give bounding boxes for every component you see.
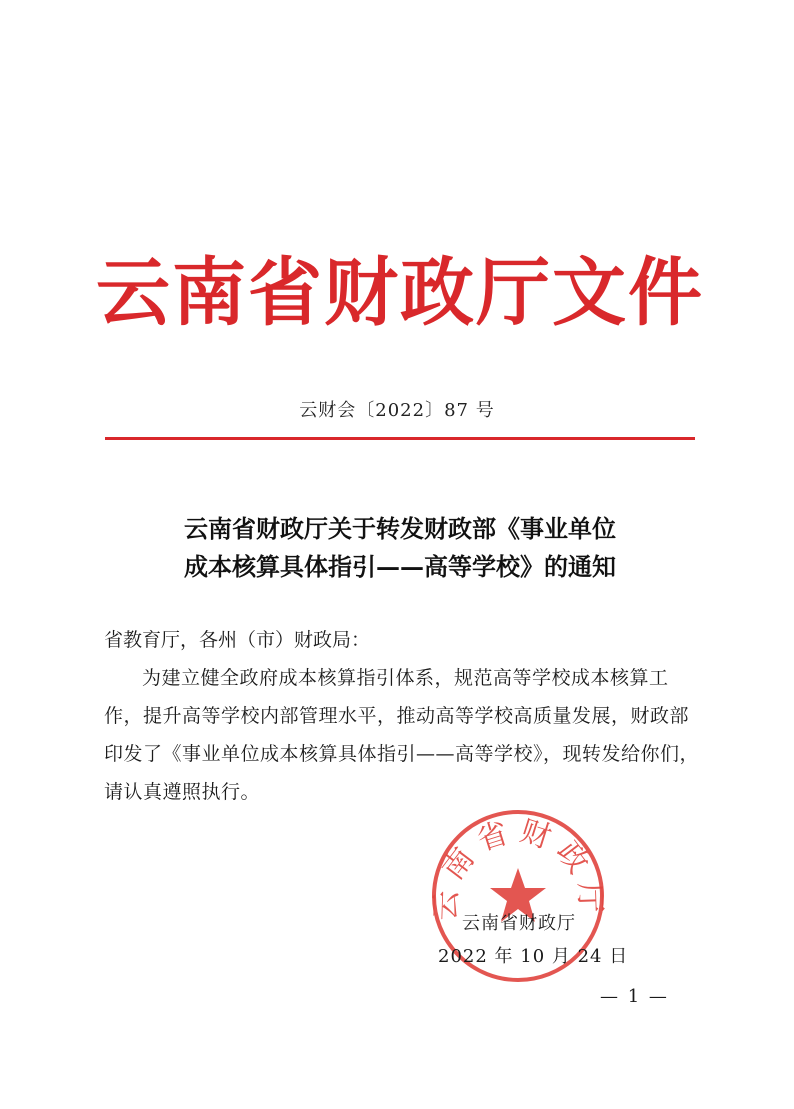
document-title [100,510,700,586]
body-paragraph: 为建立健全政府成本核算指引体系，规范高等学校成本核算工作，提升高等学校内部管理水平，推动高等学校高质量发展，财政部印发了《事业单位成本核算具体指引——高等学校》，现转发给你们，请认真遵照执行。 [104,667,700,803]
addressee-line: 省教育厅，各州（市）财政局： [104,629,371,651]
issuing-authority-title: 云南省财政厅文件 [96,250,704,336]
document-title-line-1: 云南省财政厅关于转发财政部《事业单位 [184,514,616,543]
red-divider-line [105,437,695,440]
document-number: 云财会〔2022〕87 号 [299,400,495,421]
issuer-name: 云南省财政厅 [462,913,576,934]
page-number: — 1 — [600,986,669,1007]
document-body [104,621,704,811]
document-title-line-2: 成本核算具体指引——高等学校》的通知 [184,552,616,581]
issue-date: 2022 年 10 月 24 日 [438,946,629,967]
seal-text: 云南省财政厅 [428,813,608,922]
